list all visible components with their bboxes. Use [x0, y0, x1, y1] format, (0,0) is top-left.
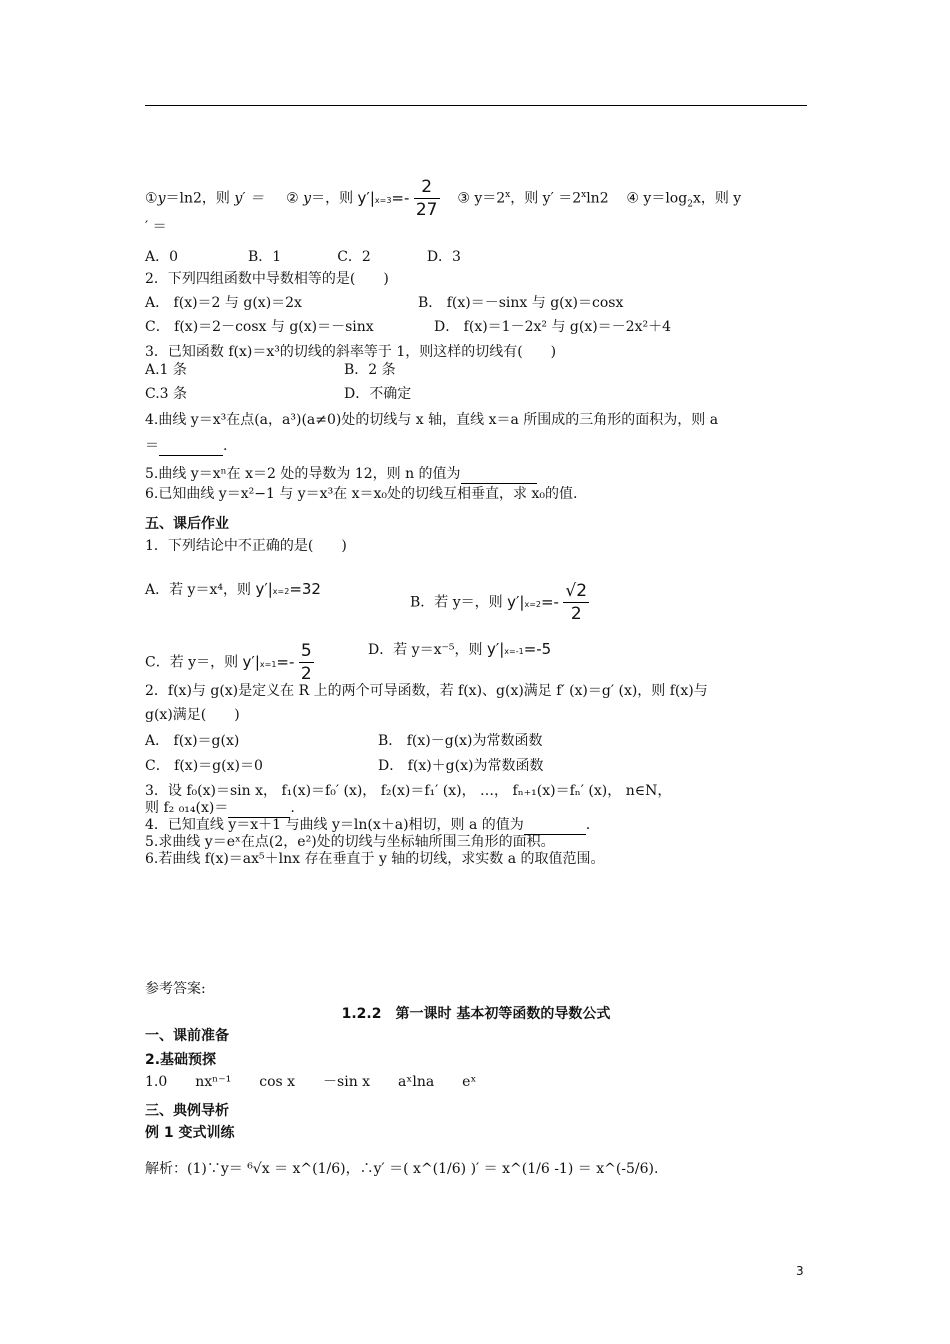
hw1-d-eval: [487, 640, 551, 658]
q1-part2-den: 27: [415, 200, 438, 220]
hw1-c-text: C．若 y＝，则: [145, 654, 239, 671]
hw6: 6.若曲线 f(x)＝ax⁵＋lnx 存在垂直于 y 轴的切线，求实数 a 的取值范围。: [145, 851, 605, 867]
hw2-option-d: D． f(x)＋g(x)为常数函数: [378, 758, 544, 774]
q2-stem: 2．下列四组函数中导数相等的是( ): [145, 271, 389, 287]
q1-part2-eval-eq: =-: [391, 188, 410, 207]
hw2-option-b: B． f(x)－g(x)为常数函数: [378, 733, 543, 749]
answers-title: 1.2.2 第一课时 基本初等函数的导数公式: [341, 1006, 611, 1022]
answers-section3: 三、典例导析: [145, 1103, 229, 1119]
q3-option-b: B．2 条: [344, 362, 396, 378]
q1-part2-fraction: [414, 176, 440, 221]
hw1-d-eval-sym: y′|: [486, 640, 505, 658]
q5: [145, 465, 537, 484]
q1-part2-text: ＝，则: [311, 190, 354, 207]
q1-part1-text: ＝ln2，则: [165, 190, 230, 207]
q3-option-d: D．不确定: [344, 386, 412, 402]
q1-options: A．0 B．1 C．2 D．3: [145, 249, 461, 265]
q4-eq: ＝: [145, 438, 159, 454]
q3-option-c: C.3 条: [145, 386, 188, 402]
q2-option-b: B． f(x)＝－sinx 与 g(x)＝cosx: [418, 295, 624, 311]
hw1-b-eval-sub: x=2: [524, 599, 541, 609]
page-number: 3: [796, 1264, 804, 1278]
hw-title: 五、课后作业: [145, 516, 229, 532]
q1-part3-sup: x: [505, 189, 511, 200]
q1-part2-eval-sym: y′|: [357, 188, 375, 207]
hw1-stem: 1．下列结论中不正确的是( ): [145, 538, 347, 554]
hw1-option-d: [368, 640, 551, 661]
hw1-b-text: B．若 y＝，则: [410, 594, 503, 611]
q6: 6.已知曲线 y＝x²−1 与 y＝x³在 x＝x₀处的切线互相垂直，求 x₀的值.: [145, 486, 578, 502]
hw2-line1: 2．f(x)与 g(x)是定义在 R 上的两个可导函数，若 f(x)、g(x)满足 f′ (x)＝g′ (x)，则 f(x)与: [145, 683, 708, 699]
hw3-end: .: [290, 800, 295, 816]
q1-part2-marker: ②: [286, 190, 299, 207]
q4-line1: 4.曲线 y＝x³在点(a，a³)(a≠0)处的切线与 x 轴，直线 x＝a 所围成的三角形的面积为，则 a: [145, 412, 719, 428]
hw2-option-c: C． f(x)＝g(x)＝0: [145, 758, 263, 774]
hw1-b-fraction: [563, 580, 589, 625]
hw1-c-eval-sub: x=1: [259, 659, 277, 669]
hw1-c-eval-sym: y′|: [242, 652, 260, 671]
hw1-a-eval-sub: x=2: [272, 587, 290, 596]
q1-line2: ′ ＝: [145, 219, 167, 235]
hw1-a-text: A．若 y＝x⁴，则: [145, 582, 251, 598]
hw4-text: 4．已知直线 y＝x＋1 与曲线 y＝ln(x＋a)相切，则 a 的值为: [145, 817, 524, 833]
hw1-c-den: 2: [300, 664, 312, 684]
q3-option-a: A.1 条: [145, 362, 187, 378]
hw1-b-den: 2: [570, 604, 582, 624]
hw5: 5.求曲线 y＝eˣ在点(2，e²)处的切线与坐标轴所围三角形的面积。: [145, 834, 555, 850]
hw1-b-eval-eq: =-: [540, 592, 559, 611]
q5-text: 5.曲线 y＝xⁿ在 x＝2 处的导数为 12，则 n 的值为: [145, 466, 461, 482]
hw1-c-eval-eq: =-: [276, 652, 295, 671]
q1-part3-text: ③ y＝2: [457, 190, 506, 207]
q1-part4-sub: 2: [687, 199, 693, 210]
hw3-text: 则 f₂ ₀₁₄(x)＝: [145, 800, 229, 816]
hw1-b-eval-sym: y′|: [507, 592, 525, 611]
hw1-a-eval-res: =32: [289, 580, 321, 598]
hw1-d-eval-sub: x=-1: [504, 647, 524, 656]
q4-blank: [159, 437, 223, 456]
q3-stem: 3．已知函数 f(x)＝x³的切线的斜率等于 1，则这样的切线有( ): [145, 344, 557, 360]
hw3-line1: 3．设 f₀(x)＝sin x， f₁(x)＝f₀′ (x)， f₂(x)＝f₁′ (x)， …， fₙ₊₁(x)＝fₙ′ (x)， n∈N，: [145, 783, 672, 799]
q1-part4-text: ④ y＝log: [626, 190, 688, 207]
q1-part3-text3: ln2: [586, 190, 609, 207]
q2-option-c: C． f(x)＝2－cosx 与 g(x)＝－sinx: [145, 319, 374, 335]
hw1-option-c: [145, 640, 314, 685]
hw1-d-eval-res: =-5: [523, 640, 552, 658]
hw1-d-text: D．若 y＝x⁻⁵，则: [368, 642, 483, 658]
q2-option-a: A． f(x)＝2 与 g(x)＝2x: [145, 295, 302, 311]
answers-label: 参考答案:: [145, 981, 206, 997]
hw4-end: .: [585, 817, 591, 833]
q1-part3-sup2: x: [581, 189, 587, 200]
hw1-option-b: [410, 580, 589, 625]
answers-section2-list: 1.0 nxⁿ⁻¹ cos x －sin x aˣlna eˣ: [145, 1074, 477, 1090]
q1-part1-var: y: [157, 190, 166, 207]
hw1-a-eval: [255, 580, 321, 598]
hw1-c-eval: [243, 653, 295, 671]
hw2-line2: g(x)满足( ): [145, 707, 240, 723]
hw1-b-eval: [507, 593, 559, 611]
answers-section1: 一、课前准备: [145, 1028, 229, 1044]
hw2-option-a: A． f(x)＝g(x): [145, 733, 240, 749]
hw1-option-a: [145, 580, 321, 601]
hw1-c-num: 5: [300, 641, 312, 661]
q1-part2-num: 2: [414, 176, 440, 199]
hw1-c-fraction: [299, 640, 314, 685]
q1-part1-marker: ①: [145, 190, 158, 207]
q4-end: .: [223, 438, 228, 454]
q2-option-d: D． f(x)＝1－2x² 与 g(x)＝－2x²＋4: [434, 319, 672, 335]
hw1-a-eval-sym: y′|: [255, 580, 273, 598]
q1-part2-eval: [358, 189, 410, 207]
answers-solution: 解析：(1)∵y＝ ⁶√x ＝ x^(1/6)，∴y′ ＝( x^(1/6) )′ ＝ x^(1/6 -1) ＝ x^(-5/6).: [145, 1161, 659, 1177]
q1-part2-var: y: [303, 190, 312, 207]
hw1-b-num: √2: [565, 581, 588, 601]
header-rule: [145, 105, 807, 106]
q1-part4-text2: x，则 y: [692, 190, 742, 207]
q1-part3-text2: ，则 y′ ＝2: [510, 190, 582, 207]
q1-part2-eval-sub: x=3: [374, 195, 392, 205]
q1-part1-deriv: y′ ＝: [234, 190, 264, 207]
answers-section2: 2.基础预探: [145, 1052, 217, 1068]
q5-blank: [461, 465, 537, 484]
q4-line2: [145, 437, 227, 456]
q1-line1: [145, 176, 741, 221]
answers-example1: 例 1 变式训练: [145, 1125, 235, 1141]
